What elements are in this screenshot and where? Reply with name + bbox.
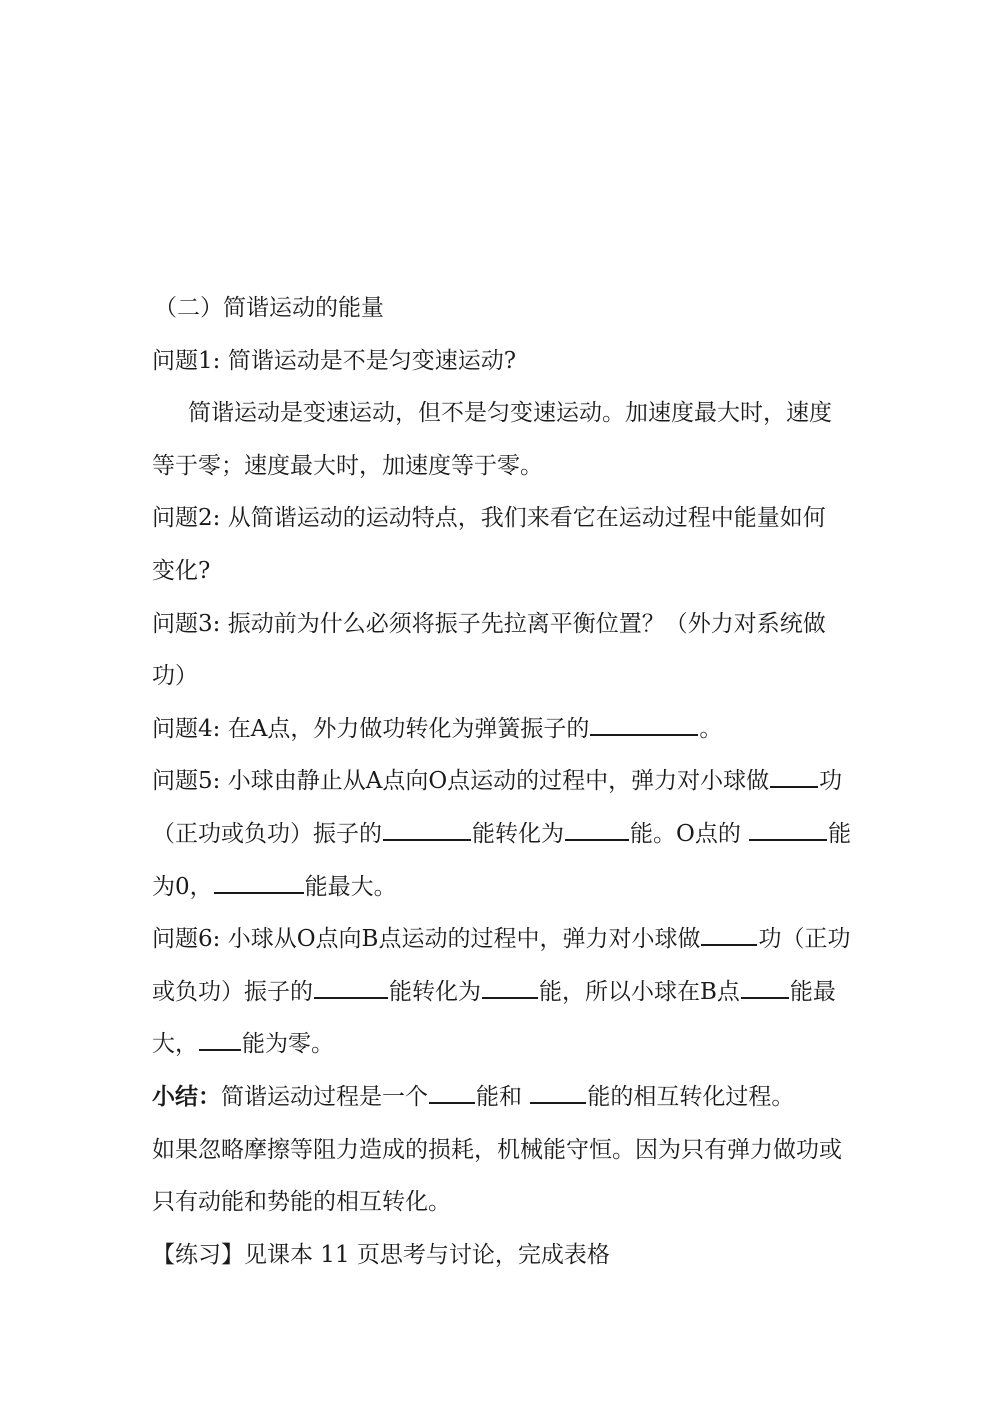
fill-blank[interactable] — [741, 977, 789, 999]
question-6-line-2: 或负功）振子的 能转化为 能，所以小球在B点 能最 — [152, 978, 836, 1005]
question-6-label: 问题6: — [152, 926, 221, 953]
question-3-label: 问题3: — [152, 610, 221, 637]
question-4: 问题4: 在A点，外力做功转化为弹簧振子的 。 — [152, 715, 723, 742]
question-5-line-1: 问题5: 小球由静止从A点向O点运动的过程中，弹力对小球做 功 — [152, 768, 843, 795]
question-2-line-1: 问题2: 从简谐运动的运动特点，我们来看它在运动过程中能量如何 — [152, 505, 826, 532]
question-5-label: 问题5: — [152, 768, 221, 795]
fill-blank[interactable] — [482, 977, 538, 999]
summary: 小结：简谐运动过程是一个 能和 能的相互转化过程。 — [152, 1082, 795, 1110]
fill-blank[interactable] — [199, 1029, 241, 1051]
question-3-line-2: 功） — [152, 663, 198, 690]
fill-blank[interactable] — [590, 714, 698, 736]
fill-blank[interactable] — [565, 819, 629, 841]
summary-label: 小结： — [152, 1082, 221, 1110]
question-5-line-2: （正功或负功）振子的 能转化为 能。O点的 能 — [152, 820, 852, 847]
answer-1-line-2: 等于零；速度最大时，加速度等于零。 — [152, 452, 543, 479]
fill-blank[interactable] — [314, 977, 388, 999]
question-3-line-1: 问题3: 振动前为什么必须将振子先拉离平衡位置？（外力对系统做 — [152, 610, 826, 637]
question-6-line-3: 大， 能为零。 — [152, 1031, 334, 1058]
fill-blank[interactable] — [749, 819, 827, 841]
exercise: 【练习】见课本 11 页思考与讨论，完成表格 — [152, 1241, 610, 1268]
question-1-label: 问题1: — [152, 347, 221, 374]
question-6-line-1: 问题6: 小球从O点向B点运动的过程中，弹力对小球做 功（正功 — [152, 926, 851, 953]
fill-blank[interactable] — [530, 1082, 586, 1104]
fill-blank[interactable] — [701, 924, 757, 946]
question-4-label: 问题4: — [152, 715, 221, 742]
fill-blank[interactable] — [770, 766, 818, 788]
question-2-label: 问题2: — [152, 505, 221, 532]
question-2-line-2: 变化? — [152, 557, 211, 584]
conservation-line-1: 如果忽略摩擦等阻力造成的损耗，机械能守恒。因为只有弹力做功或 — [152, 1136, 842, 1163]
question-1 — [152, 335, 852, 388]
fill-blank[interactable] — [383, 819, 471, 841]
fill-blank[interactable] — [429, 1082, 475, 1104]
fill-blank[interactable] — [214, 872, 304, 894]
worksheet-content — [152, 282, 852, 1281]
section-title: （二）简谐运动的能量 — [154, 295, 384, 321]
question-5-line-3: 为0， 能最大。 — [152, 873, 397, 900]
question-1-text: 简谐运动是不是匀变速运动? — [227, 347, 517, 374]
conservation-line-2: 只有动能和势能的相互转化。 — [152, 1189, 451, 1216]
answer-1-line-1: 简谐运动是变速运动，但不是匀变速运动。加速度最大时，速度 — [188, 400, 832, 427]
